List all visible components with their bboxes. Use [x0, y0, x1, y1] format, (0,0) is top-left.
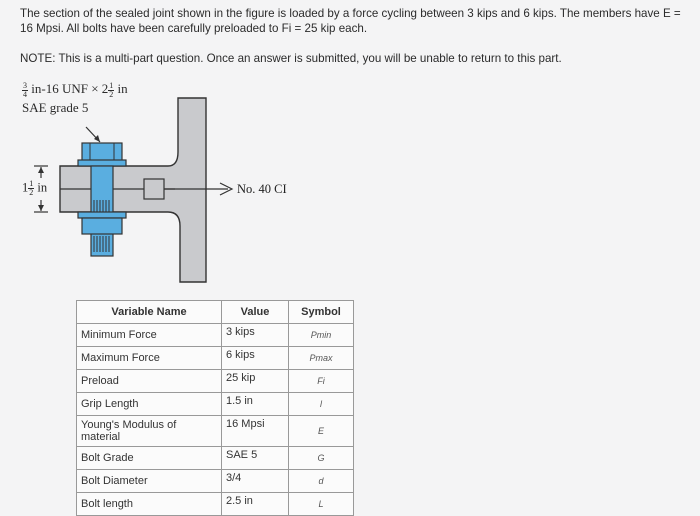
variable-symbol: d	[289, 470, 354, 493]
table-row	[77, 447, 354, 470]
variable-symbol: E	[289, 416, 354, 447]
variable-name: Minimum Force	[77, 324, 222, 347]
variable-value: 2.5 in	[222, 493, 289, 516]
table-row	[77, 324, 354, 347]
problem-statement: The section of the sealed joint shown in the figure is loaded by a force cycling between 3 kips and 6 kips. The members have E = 16 Mpsi. All bolts have been carefully preloaded to Fi = 25 kip each.	[20, 7, 681, 35]
variable-name: Young's Modulus of material	[77, 416, 222, 447]
variable-symbol: Pmin	[289, 324, 354, 347]
header-variable-name: Variable Name	[77, 301, 222, 324]
variable-value: 16 Mpsi	[222, 416, 289, 447]
grip-arrowhead-top	[38, 167, 44, 173]
bolt-washer-top	[78, 160, 126, 166]
bolt-length-unit: in	[117, 81, 128, 96]
bolt-length-fraction: $\frac{1}{2}$	[109, 80, 114, 99]
table-row	[77, 370, 354, 393]
table-row	[77, 493, 354, 516]
variable-name: Bolt Diameter	[77, 470, 222, 493]
variable-name: Bolt Grade	[77, 447, 222, 470]
bolt-washer-bottom	[78, 212, 126, 218]
variable-symbol: Pmax	[289, 347, 354, 370]
material-label: No. 40 CI	[237, 182, 287, 196]
variable-name: Grip Length	[77, 393, 222, 416]
bolt-thread-spec: in-16 UNF × 2	[31, 81, 109, 96]
grip-length-label: 1 $\frac{1}{2}$ in	[22, 179, 48, 197]
variable-value: 1.5 in	[222, 393, 289, 416]
variable-name: Maximum Force	[77, 347, 222, 370]
bolt-diameter-fraction: $\frac{3}{4}$	[23, 80, 27, 99]
header-symbol: Symbol	[289, 301, 354, 324]
header-value: Value	[222, 301, 289, 324]
bolt-grade-label: SAE grade 5	[22, 99, 89, 115]
variables-table	[76, 300, 354, 516]
variable-symbol: G	[289, 447, 354, 470]
table-header-row	[77, 301, 354, 324]
variable-value: 3 kips	[222, 324, 289, 347]
table-row	[77, 470, 354, 493]
variable-value: 6 kips	[222, 347, 289, 370]
variable-symbol: l	[289, 393, 354, 416]
bolt-nut	[82, 218, 122, 234]
variable-value: SAE 5	[222, 447, 289, 470]
variable-name: Preload	[77, 370, 222, 393]
multi-part-note: NOTE: This is a multi-part question. Once an answer is submitted, you will be unable to return to this part.	[20, 52, 562, 65]
variable-name: Bolt length	[77, 493, 222, 516]
member-body	[60, 98, 206, 282]
grip-arrowhead-bottom	[38, 205, 44, 211]
variable-symbol: Fi	[289, 370, 354, 393]
variable-value: 3/4	[222, 470, 289, 493]
variable-value: 25 kip	[222, 370, 289, 393]
seal-groove	[144, 179, 164, 199]
table-row	[77, 393, 354, 416]
variable-symbol: L	[289, 493, 354, 516]
table-row	[77, 347, 354, 370]
table-row	[77, 416, 354, 447]
